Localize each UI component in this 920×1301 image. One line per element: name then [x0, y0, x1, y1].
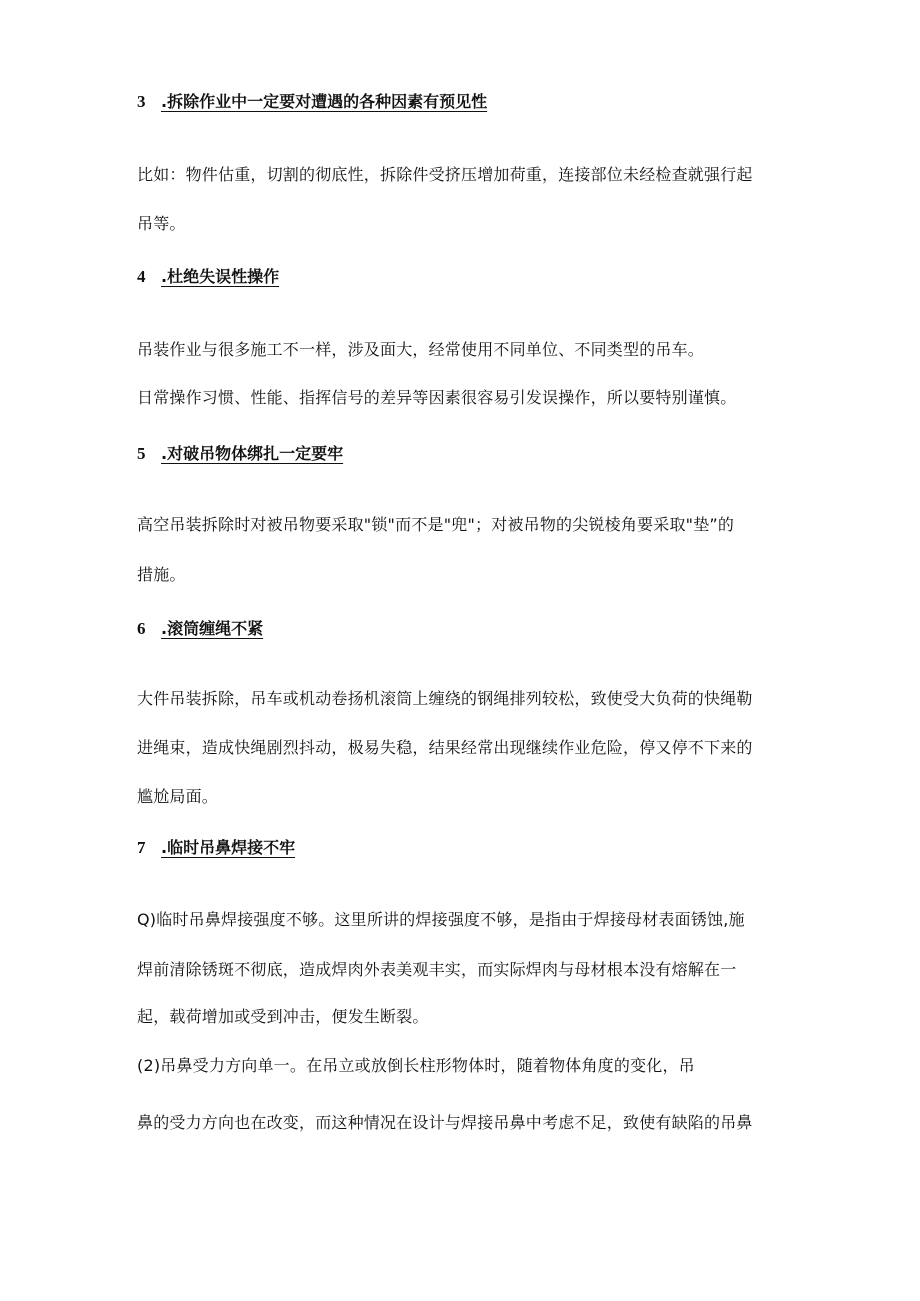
section-number: 3: [137, 92, 146, 111]
paragraph-line: 比如：物件估重，切割的彻底性，拆除件受挤压增加荷重，连接部位未经检查就强行起: [137, 165, 753, 184]
section-title: .临时吊鼻焊接不牢: [161, 838, 296, 857]
paragraph-line: (2)吊鼻受力方向单一。在吊立或放倒长柱形物体时，随着物体角度的变化，吊: [137, 1056, 695, 1075]
paragraph-line: 吊装作业与很多施工不一样，涉及面大，经常使用不同单位、不同类型的吊车。: [137, 340, 705, 359]
section-title: .对破吊物体绑扎一定要牢: [161, 444, 344, 463]
paragraph-line: 进绳束，造成快绳剧烈抖动，极易失稳，结果经常出现继续作业危险，停又停不下来的: [137, 738, 753, 757]
paragraph-line: Q)临时吊鼻焊接强度不够。这里所讲的焊接强度不够，是指由于焊接母材表面锈蚀,施: [137, 910, 745, 929]
section-number: 5: [137, 444, 146, 463]
section-title: .拆除作业中一定要对遭遇的各种因素有预见性: [161, 92, 488, 111]
section-7-heading: [137, 835, 295, 858]
section-number: 7: [137, 838, 146, 857]
paragraph-line: 大件吊装拆除，吊车或机动卷扬机滚筒上缠绕的钢绳排列较松，致使受大负荷的快绳勒: [137, 689, 753, 708]
paragraph-line: 日常操作习惯、性能、指挥信号的差异等因素很容易引发误操作，所以要特别谨慎。: [137, 388, 737, 407]
paragraph-line: 焊前清除锈斑不彻底，造成焊肉外表美观丰实，而实际焊肉与母材根本没有熔解在一: [137, 960, 737, 979]
section-5-heading: [137, 441, 343, 464]
paragraph-line: 尴尬局面。: [137, 787, 219, 806]
section-number: 6: [137, 619, 146, 638]
section-4-heading: [137, 264, 279, 287]
section-6-heading: [137, 616, 263, 639]
paragraph-line: 高空吊装拆除时对被吊物要采取"锁"而不是"兜"；对被吊物的尖锐棱角要采取"垫”的: [137, 515, 735, 534]
section-title: .杜绝失误性操作: [161, 267, 280, 286]
section-3-heading: [137, 89, 487, 112]
paragraph-line: 措施。: [137, 565, 186, 584]
section-title: .滚筒缠绳不紧: [161, 619, 264, 638]
paragraph-line: 起，载荷增加或受到冲击，便发生断裂。: [137, 1007, 429, 1026]
paragraph-line: 鼻的受力方向也在改变，而这种情况在设计与焊接吊鼻中考虑不足，致使有缺陷的吊鼻: [137, 1113, 753, 1132]
section-number: 4: [137, 267, 146, 286]
paragraph-line: 吊等。: [137, 214, 186, 233]
